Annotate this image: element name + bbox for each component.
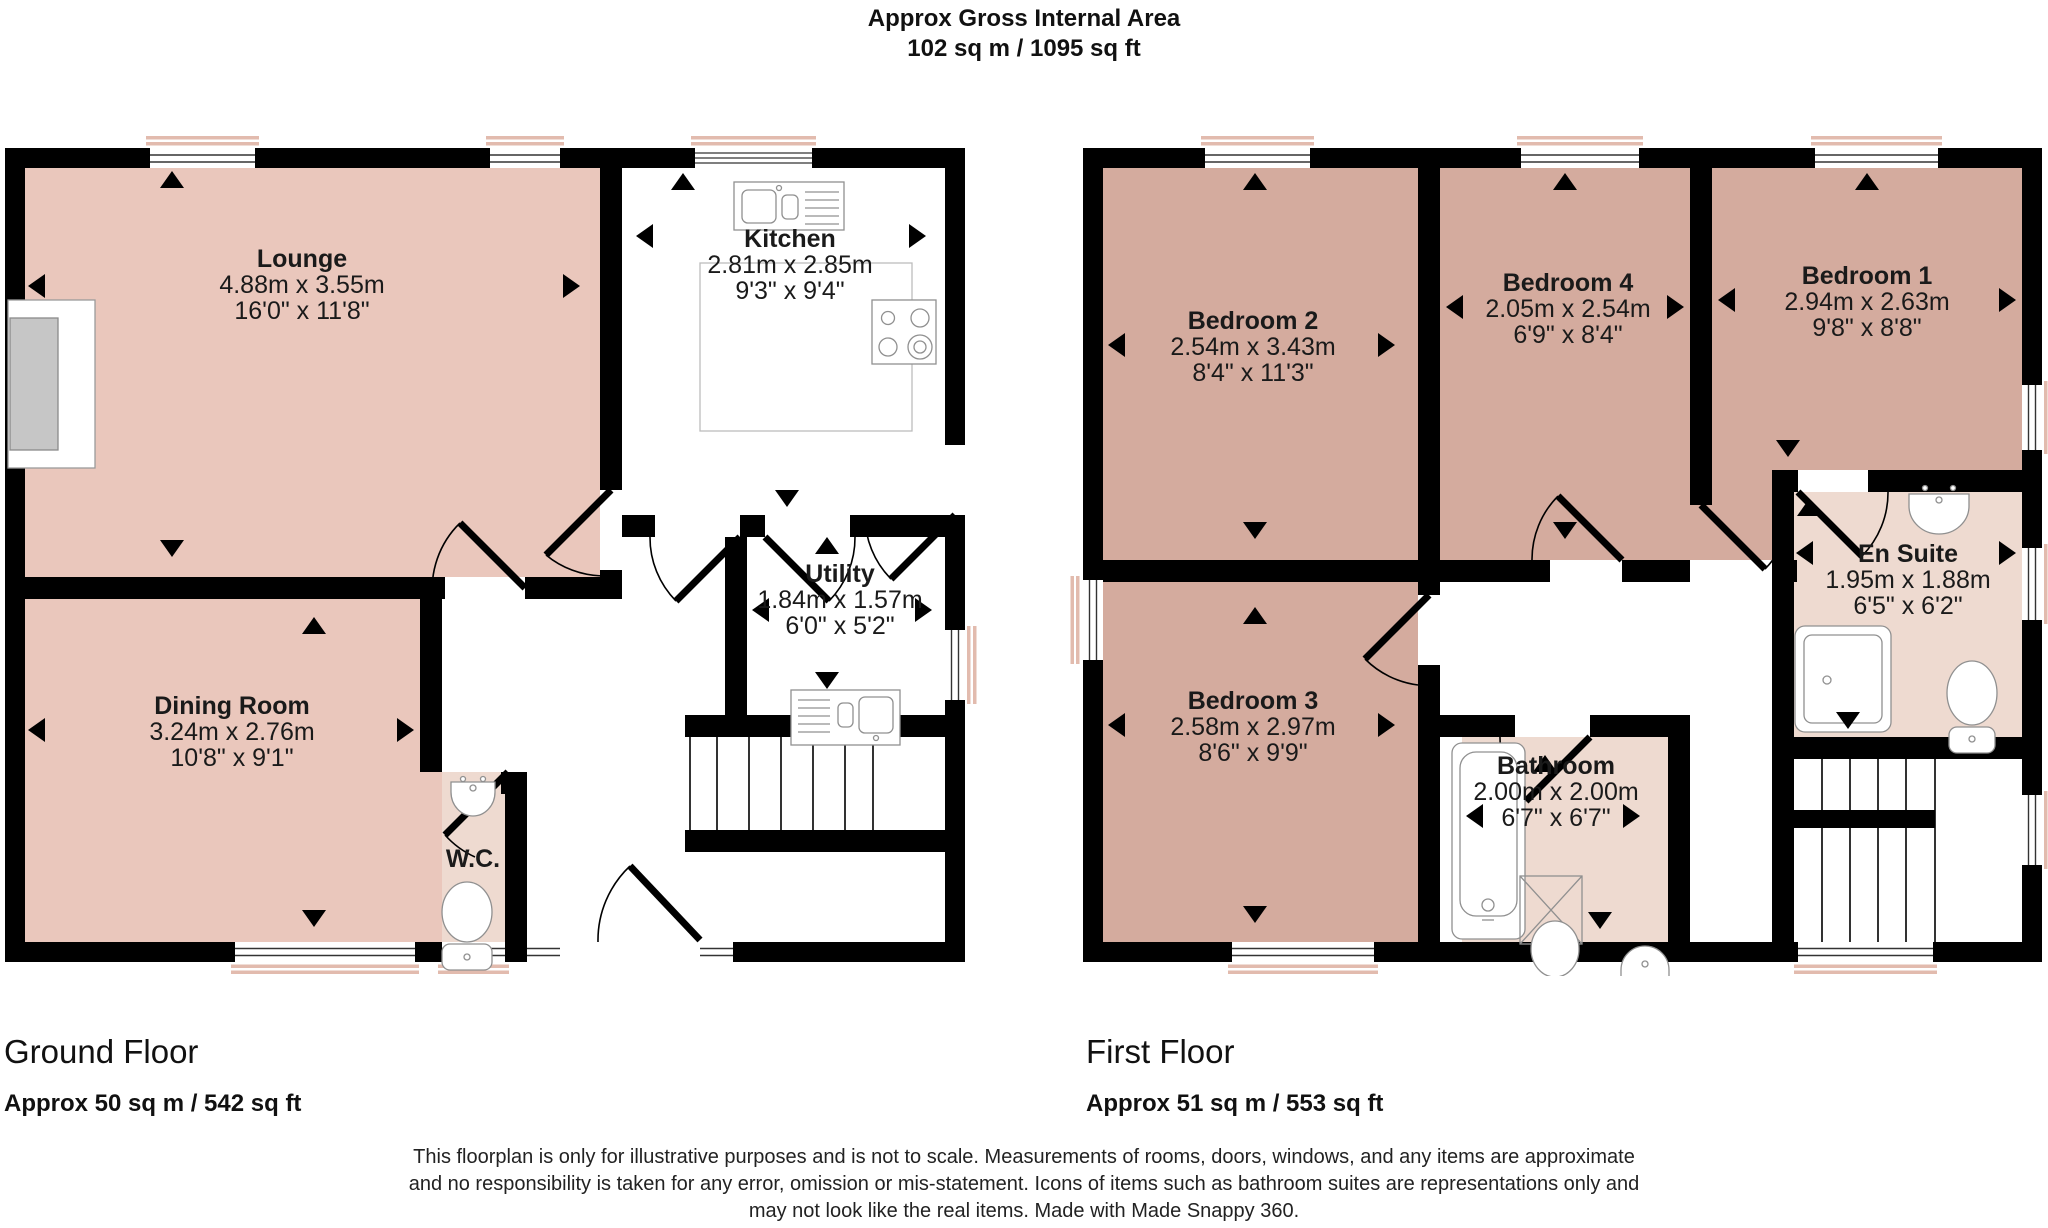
stairs-bottom-window — [1794, 942, 1937, 974]
dining-window — [231, 942, 419, 974]
bedroom-1-window — [1811, 136, 1942, 168]
bedroom-4-label: Bedroom 4 2.05m x 2.54m 6'9" x 8'4" — [1485, 269, 1651, 349]
bedroom-4-window — [1517, 136, 1643, 168]
bedroom-3-side-window — [1071, 576, 1104, 664]
kitchen-label: Kitchen 2.81m x 2.85m 9'3" x 9'4" — [707, 225, 873, 305]
dining-room-label: Dining Room 3.24m x 2.76m 10'8" x 9'1" — [149, 692, 315, 772]
disclaimer-line-3: may not look like the real items. Made with Made Snappy 360. — [748, 1200, 1300, 1222]
bathroom-toilet-icon — [1531, 921, 1579, 976]
bedroom-1-side-window — [2022, 381, 2048, 454]
first-floor-title: First Floor — [1086, 1033, 1235, 1070]
bedroom-2-label: Bedroom 2 2.54m x 3.43m 8'4" x 11'3" — [1170, 307, 1336, 387]
gross-internal-area-header — [0, 4, 2048, 64]
lounge-room-area — [25, 168, 622, 599]
bedroom-3-label: Bedroom 3 2.58m x 2.97m 8'6" x 9'9" — [1170, 687, 1336, 767]
front-door-sidelight-right — [700, 942, 733, 962]
disclaimer-line-1: This floorplan is only for illustrative purposes and is not to scale. Measurements of rooms, doors, windows, and any items are approximate — [413, 1146, 1635, 1168]
hob-icon — [872, 300, 936, 364]
utility-window — [945, 626, 977, 704]
bay-window — [8, 300, 95, 468]
disclaimer-line-2: and no responsibility is taken for any error, omission or mis-statement. Icons of items such as bathroom suites are representations only and — [408, 1173, 1640, 1195]
bedroom-2-window — [1201, 136, 1314, 168]
en-suite-toilet-icon — [1947, 661, 1997, 753]
ground-floor-title: Ground Floor — [4, 1033, 199, 1070]
kitchen-window — [691, 136, 816, 168]
en-suite-side-window — [2022, 544, 2048, 624]
header-title: Approx Gross Internal Area — [867, 5, 1181, 32]
lounge-window-top-left — [146, 136, 259, 168]
lounge-label: Lounge 4.88m x 3.55m 16'0" x 11'8" — [219, 245, 385, 325]
utility-label: Utility 1.84m x 1.57m 6'0" x 5'2" — [757, 560, 923, 640]
disclaimer — [0, 1144, 2048, 1225]
bedroom-3-bottom-window — [1228, 942, 1378, 974]
ground-stairs — [690, 737, 873, 830]
utility-sink-icon — [791, 690, 900, 745]
bedroom-1-label: Bedroom 1 2.94m x 2.63m 9'8" x 8'8" — [1784, 262, 1950, 342]
bathroom-label: Bathroom 2.00m x 2.00m 6'7" x 6'7" — [1473, 752, 1639, 832]
stairs-side-window — [2022, 791, 2048, 869]
lounge-window-top-right — [486, 136, 564, 168]
wc-toilet-icon — [442, 882, 492, 970]
kitchen-sink-icon — [734, 182, 844, 230]
wc-label: W.C. — [445, 845, 501, 873]
bedroom-4-area — [1440, 168, 1712, 582]
en-suite-label: En Suite 1.95m x 1.88m 6'5" x 6'2" — [1825, 540, 1991, 620]
ground-floor-area: Approx 50 sq m / 542 sq ft — [4, 1090, 302, 1117]
front-door-sidelight-left — [527, 942, 560, 962]
header-area: 102 sq m / 1095 sq ft — [907, 35, 1141, 62]
first-floor-area: Approx 51 sq m / 553 sq ft — [1086, 1090, 1384, 1117]
wc-sink-icon — [451, 777, 495, 817]
